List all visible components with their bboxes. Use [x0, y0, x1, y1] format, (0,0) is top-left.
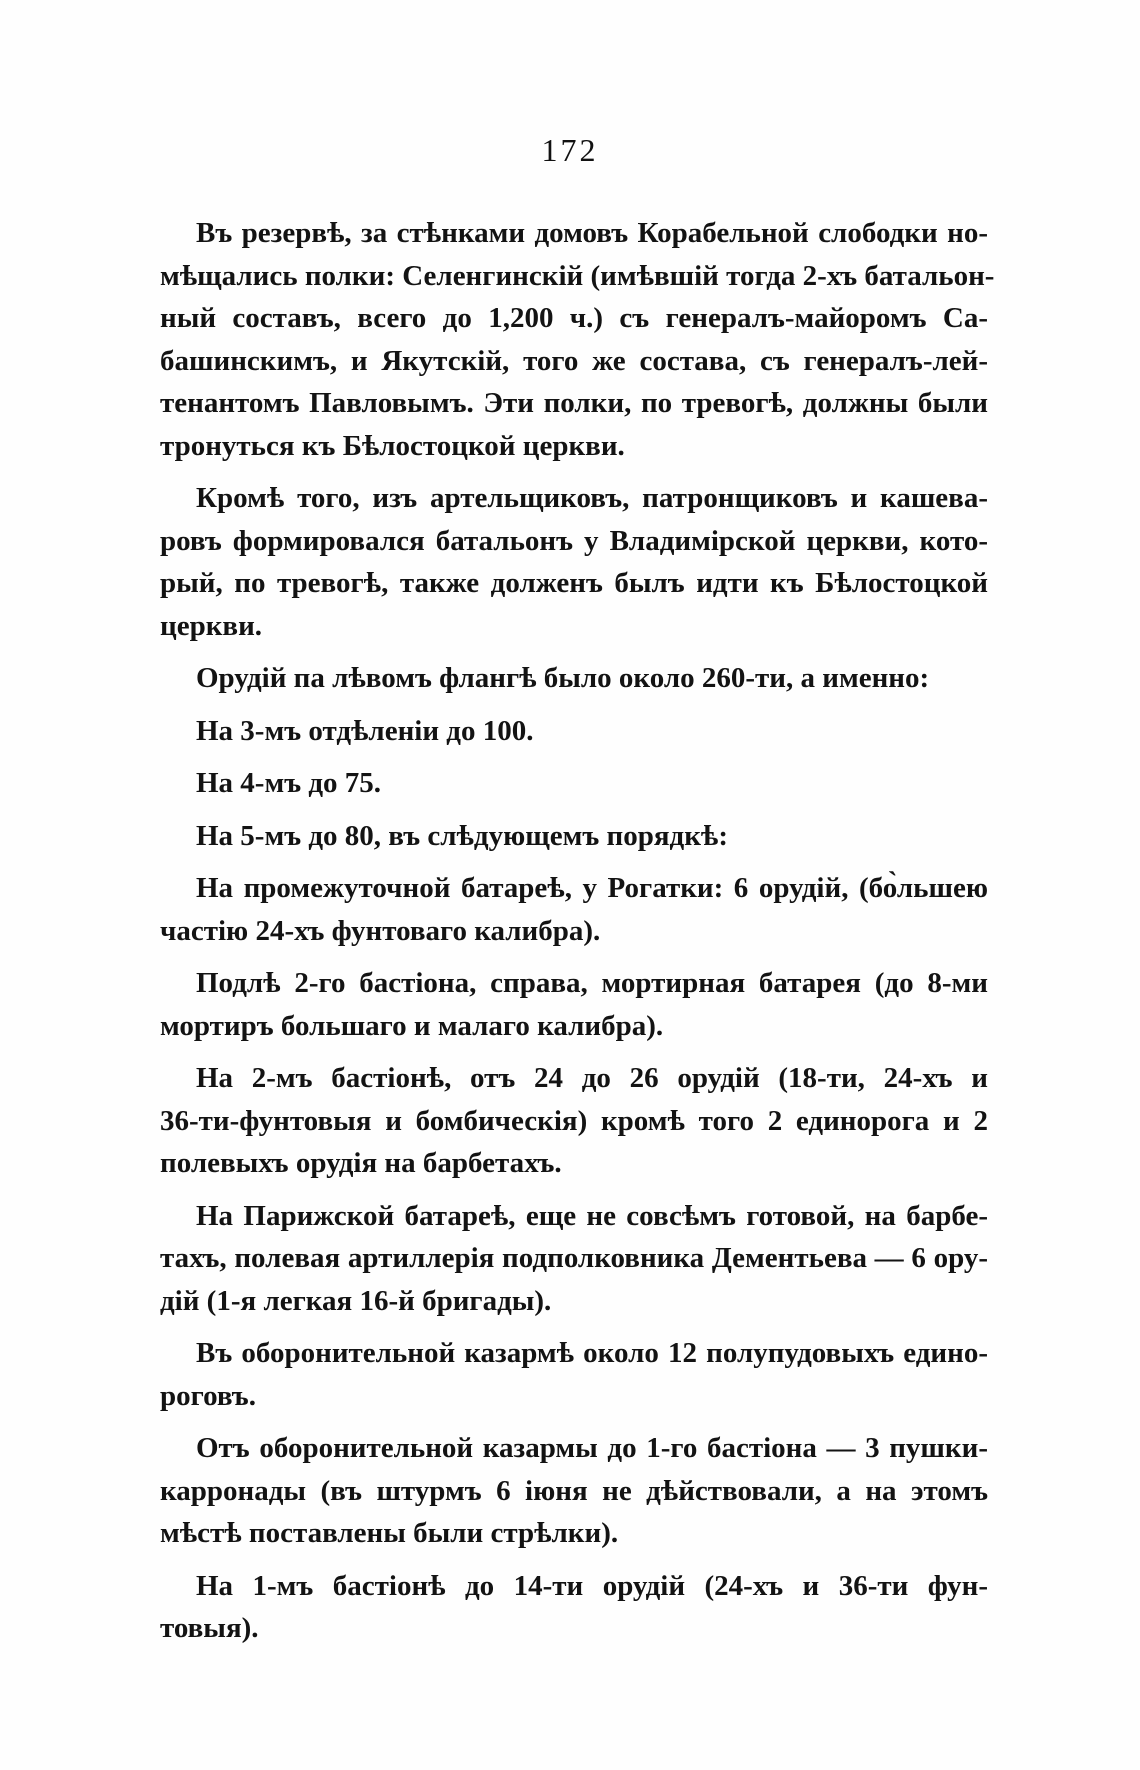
text-line: На 1-мъ бастіонѣ до 14-ти орудій (24-хъ и 36-ти фун-	[196, 1569, 988, 1602]
text-line: полевыхъ орудія на барбетахъ.	[160, 1147, 562, 1179]
text-line: мортиръ большаго и малаго калибра).	[160, 1009, 664, 1042]
page-number: 172	[541, 132, 599, 168]
text-line: На 5-мъ до 80, въ слѣдующемъ порядкѣ:	[196, 819, 728, 852]
paragraph	[160, 1332, 988, 1417]
text-line: тенантомъ Павловымъ. Эти полки, по тревогѣ, должны были	[160, 387, 988, 419]
text-line: Кромѣ того, изъ артельщиковъ, патронщиковъ и кашева-	[196, 482, 988, 514]
text-line: тронуться къ Бѣлостоцкой церкви.	[160, 429, 625, 462]
text-line: На Парижской батареѣ, еще не совсѣмъ готовой, на барбе-	[196, 1199, 988, 1232]
text-line: мѣстѣ поставлены были стрѣлки).	[160, 1517, 619, 1549]
text-line: роговъ.	[160, 1379, 256, 1412]
paragraph	[160, 962, 988, 1047]
text-line: На 2-мъ бастіонѣ, отъ 24 до 26 орудій (18-ти, 24-хъ и	[196, 1062, 988, 1094]
paragraph	[160, 657, 988, 700]
text-line: башинскимъ, и Якутскій, того же состава, съ генералъ-лей-	[160, 344, 988, 377]
text-line: тахъ, полевая артиллерія подполковника Дементьева — 6 ору-	[160, 1242, 988, 1274]
paragraph	[160, 1565, 988, 1650]
paragraph	[160, 1057, 988, 1185]
text-line: На промежуточной батареѣ, у Рогатки: 6 орудій, (бо̀льшею	[196, 872, 988, 904]
paragraph	[160, 477, 988, 647]
text-line: частію 24-хъ фунтоваго калибра).	[160, 914, 601, 947]
paragraph	[160, 1195, 988, 1323]
text-line: дій (1-я легкая 16-й бригады).	[160, 1284, 552, 1317]
text-line: ный составъ, всего до 1,200 ч.) съ генералъ-майоромъ Са-	[160, 302, 988, 334]
paragraph	[160, 710, 988, 753]
paragraph	[160, 815, 988, 858]
text-line: Орудій па лѣвомъ флангѣ было около 260-ти, а именно:	[196, 662, 930, 694]
text-line: Отъ оборонительной казармы до 1-го бастіона — 3 пушки-	[196, 1432, 988, 1464]
text-line: Въ оборонительной казармѣ около 12 полупудовыхъ едино-	[196, 1337, 988, 1369]
text-line: карронады (въ штурмъ 6 іюня не дѣйствовали, а на этомъ	[160, 1474, 988, 1507]
text-line: 36-ти-фунтовыя и бомбическія) кромѣ того 2 единорога и 2	[160, 1104, 988, 1137]
paragraph	[160, 1427, 988, 1555]
text-line: На 3-мъ отдѣленіи до 100.	[196, 714, 534, 747]
text-line: Въ резервѣ, за стѣнками домовъ Корабельной слободки но-	[196, 217, 988, 249]
paragraph	[160, 867, 988, 952]
paragraph	[160, 212, 995, 467]
text-line: ровъ формировался батальонъ у Владимірской церкви, кото-	[160, 524, 988, 557]
text-line: На 4-мъ до 75.	[196, 767, 382, 799]
text-line: мѣщались полки: Селенгинскій (имѣвшій тогда 2-хъ батальон-	[160, 259, 995, 292]
text-line: рый, по тревогѣ, также долженъ былъ идти къ Бѣлостоцкой	[160, 567, 988, 599]
paragraph	[160, 762, 988, 805]
text-line: товыя).	[160, 1612, 259, 1644]
text-line: Подлѣ 2-го бастіона, справа, мортирная батарея (до 8-ми	[196, 967, 988, 999]
text-line: церкви.	[160, 609, 263, 642]
body-text	[160, 212, 995, 1660]
